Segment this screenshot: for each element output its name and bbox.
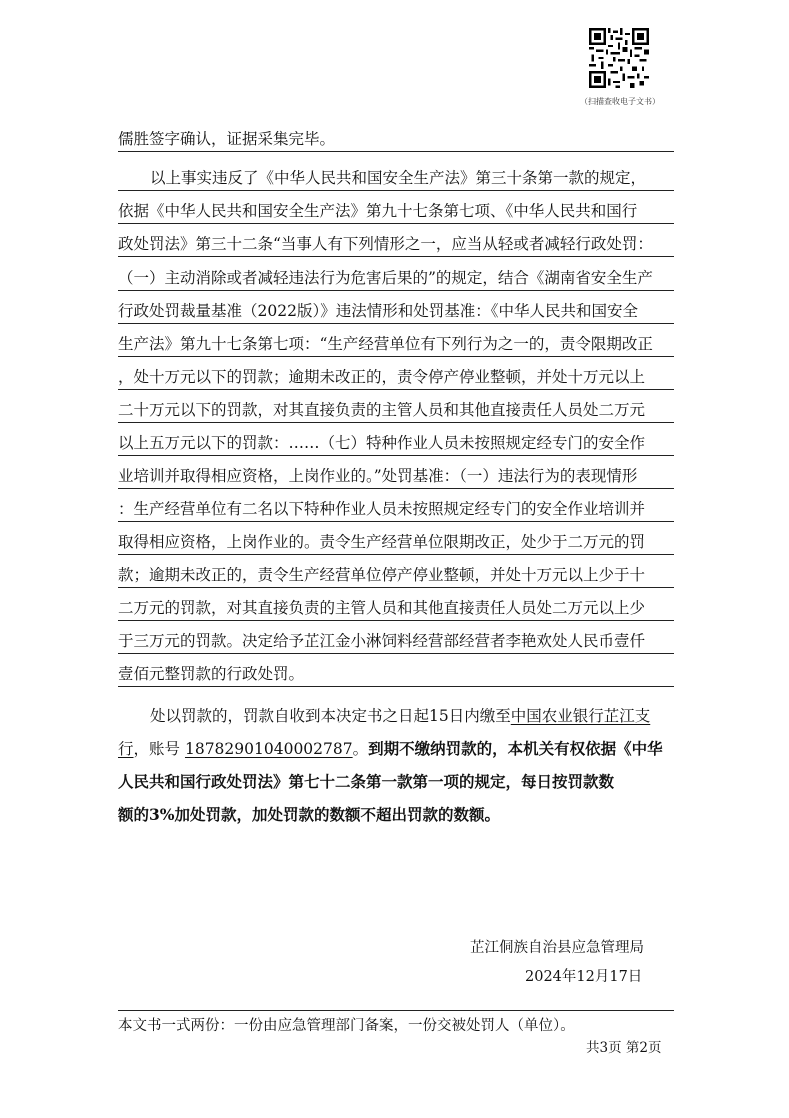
penalty-warning-line: 人民共和国行政处罚法》第七十二条第一款第一项的规定，每日按罚款数	[118, 772, 615, 791]
body-line: 以上事实违反了《中华人民共和国安全生产法》第三十条第一款的规定，	[118, 166, 674, 191]
body-line: 生产法》第九十七条第七项：“生产经营单位有下列行为之一的，责令限期改正	[118, 332, 674, 357]
body-line: ：生产经营单位有二名以下特种作业人员未按照规定经专门的安全作业培训并	[118, 497, 674, 522]
period: 。	[352, 740, 369, 758]
account-number: 18782901040002787	[184, 740, 353, 758]
body-line: （一）主动消除或者减轻违法行为危害后果的”的规定，结合《湖南省安全生产	[118, 266, 674, 291]
body-line: 于三万元的罚款。决定给予芷江金小淋饲料经营部经营者李艳欢处人民币壹仟	[118, 629, 674, 654]
body-line: 以上五万元以下的罚款：……（七）特种作业人员未按照规定经专门的安全作	[118, 431, 674, 456]
bank-name-end: 行	[118, 740, 134, 758]
body-line: 行政处罚裁量基准（2022版）》违法情形和处罚基准：《中华人民共和国安全	[118, 299, 674, 324]
penalty-warning-line: 额的3%加处罚款，加处罚款的数额不超出罚款的数额。	[118, 805, 501, 824]
issuing-authority: 芷江侗族自治县应急管理局	[470, 940, 644, 956]
body-line: 壹佰元整罚款的行政处罚。	[118, 662, 674, 687]
page-number: 共3页 第2页	[586, 1040, 662, 1056]
body-line: 二十万元以下的罚款，对其直接负责的主管人员和其他直接责任人员处二万元	[118, 398, 674, 423]
footer-divider	[118, 1010, 674, 1011]
payment-text: 处以罚款的，罚款自收到本决定书之日起15日内缴至	[150, 707, 511, 725]
qr-code-icon	[589, 28, 649, 88]
issue-date: 2024年12月17日	[525, 969, 643, 985]
body-line: 政处罚法》第三十二条“当事人有下列情形之一，应当从轻或者减轻行政处罚：	[118, 232, 674, 257]
payment-line-2	[118, 737, 674, 761]
bank-name: 中国农业银行芷江支	[510, 707, 651, 725]
body-line: 二万元的罚款，对其直接负责的主管人员和其他直接责任人员处二万元以上少	[118, 596, 674, 621]
body-line: 取得相应资格，上岗作业的。责令生产经营单位限期改正，处少于二万元的罚	[118, 530, 674, 555]
payment-line-1	[118, 704, 674, 728]
body-line: 业培训并取得相应资格，上岗作业的。”处罚基准：（一）违法行为的表现情形	[118, 464, 674, 489]
body-line: 依据《中华人民共和国安全生产法》第九十七条第七项、《中华人民共和国行	[118, 199, 674, 224]
account-label: ，账号	[133, 740, 181, 758]
body-line: ，处十万元以下的罚款；逾期未改正的，责令停产停业整顿，并处十万元以上	[118, 365, 674, 390]
body-line: 儒胜签字确认，证据采集完毕。	[118, 127, 674, 152]
body-line: 款；逾期未改正的，责令生产经营单位停产停业整顿，并处十万元以上少于十	[118, 563, 674, 588]
penalty-warning: 到期不缴纳罚款的，本机关有权依据《中华	[368, 739, 663, 758]
footer-note: 本文书一式两份：一份由应急管理部门备案，一份交被处罚人（单位）。	[118, 1018, 575, 1034]
qr-caption: （扫描查收电子文书）	[580, 97, 660, 106]
